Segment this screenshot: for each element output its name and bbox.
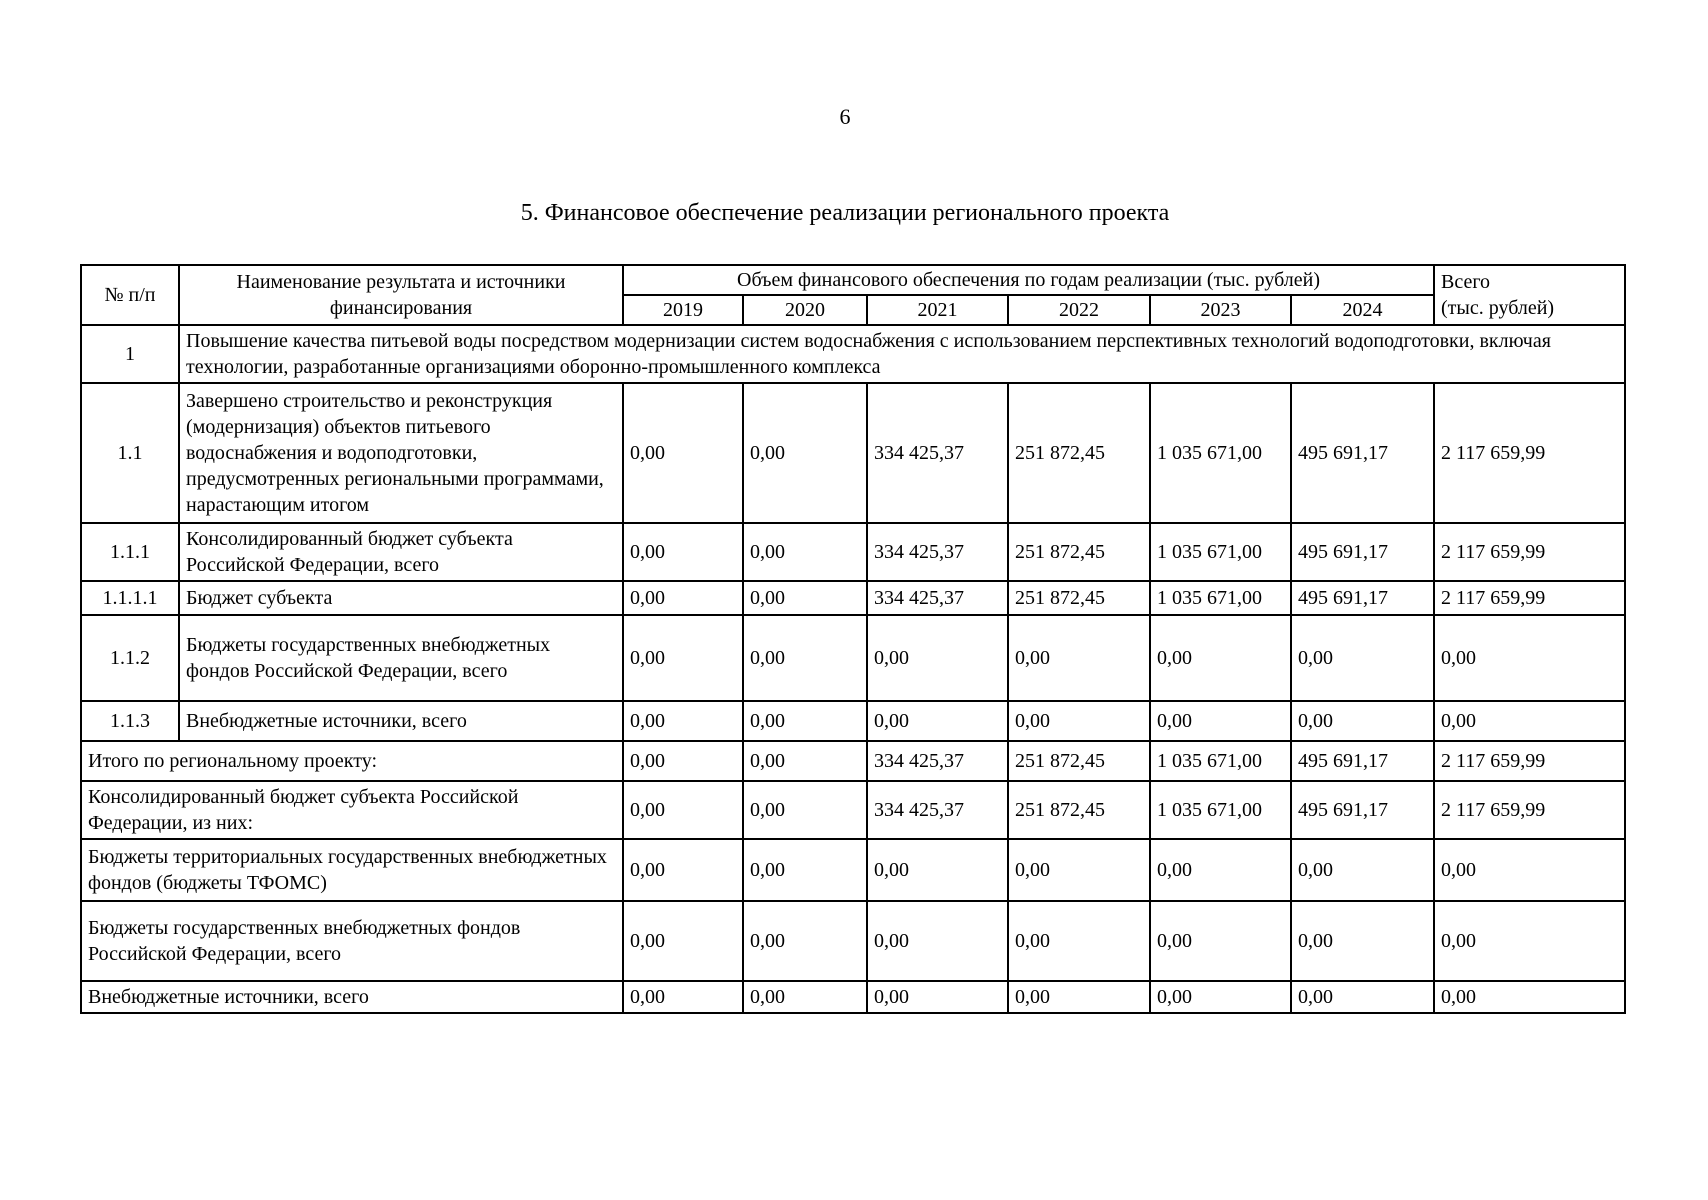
row-value: 334 425,37 [867, 581, 1008, 615]
header-year: 2019 [623, 295, 743, 325]
summary-name: Консолидированный бюджет субъекта Российской Федерации, из них: [81, 781, 623, 839]
row-value: 1 035 671,00 [1150, 523, 1291, 581]
summary-value: 495 691,17 [1291, 781, 1434, 839]
row-num: 1.1.2 [81, 615, 179, 701]
header-row-1 [81, 265, 1625, 295]
header-volume: Объем финансового обеспечения по годам реализации (тыс. рублей) [623, 265, 1434, 295]
row-value: 0,00 [1008, 701, 1150, 741]
summary-value: 0,00 [867, 839, 1008, 901]
row-num: 1.1.1 [81, 523, 179, 581]
summary-value: 0,00 [1434, 981, 1625, 1013]
summary-value: 0,00 [623, 741, 743, 781]
table-row [81, 615, 1625, 701]
summary-row [81, 839, 1625, 901]
summary-row [81, 981, 1625, 1013]
row-num: 1.1 [81, 383, 179, 523]
header-total [1434, 265, 1625, 325]
summary-value: 0,00 [867, 901, 1008, 981]
summary-value: 334 425,37 [867, 741, 1008, 781]
row-value: 0,00 [743, 581, 867, 615]
summary-value: 0,00 [623, 839, 743, 901]
row-value: 1 035 671,00 [1150, 383, 1291, 523]
summary-value: 0,00 [1434, 839, 1625, 901]
summary-value: 0,00 [1150, 901, 1291, 981]
row-value: 0,00 [1291, 615, 1434, 701]
summary-value: 0,00 [743, 901, 867, 981]
row-value: 0,00 [623, 523, 743, 581]
row-value: 0,00 [1008, 615, 1150, 701]
header-year: 2021 [867, 295, 1008, 325]
summary-row [81, 781, 1625, 839]
row-value: 0,00 [623, 615, 743, 701]
row-value: 2 117 659,99 [1434, 383, 1625, 523]
table-row [81, 523, 1625, 581]
row-name: Бюджеты государственных внебюджетных фондов Российской Федерации, всего [179, 615, 623, 701]
summary-value: 495 691,17 [1291, 741, 1434, 781]
summary-value: 2 117 659,99 [1434, 741, 1625, 781]
table-row [81, 383, 1625, 523]
summary-value: 251 872,45 [1008, 741, 1150, 781]
summary-value: 0,00 [1150, 839, 1291, 901]
summary-name: Бюджеты государственных внебюджетных фондов Российской Федерации, всего [81, 901, 623, 981]
summary-value: 0,00 [623, 781, 743, 839]
header-year: 2020 [743, 295, 867, 325]
summary-value: 334 425,37 [867, 781, 1008, 839]
row-value: 0,00 [1434, 615, 1625, 701]
row-num: 1.1.1.1 [81, 581, 179, 615]
row-value: 0,00 [1434, 701, 1625, 741]
summary-value: 0,00 [1291, 981, 1434, 1013]
header-year: 2022 [1008, 295, 1150, 325]
summary-value: 0,00 [1008, 839, 1150, 901]
summary-name: Итого по региональному проекту: [81, 741, 623, 781]
row-value: 0,00 [1291, 701, 1434, 741]
row-value: 1 035 671,00 [1150, 581, 1291, 615]
row-value: 495 691,17 [1291, 523, 1434, 581]
row-value: 251 872,45 [1008, 383, 1150, 523]
row-value: 251 872,45 [1008, 581, 1150, 615]
row-value: 251 872,45 [1008, 523, 1150, 581]
summary-value: 0,00 [743, 981, 867, 1013]
section-num: 1 [81, 325, 179, 383]
row-value: 2 117 659,99 [1434, 523, 1625, 581]
table-row [81, 581, 1625, 615]
table-row [81, 701, 1625, 741]
section-row [81, 325, 1625, 383]
summary-value: 0,00 [1291, 901, 1434, 981]
page-title: 5. Финансовое обеспечение реализации регионального проекта [520, 200, 1170, 226]
row-value: 495 691,17 [1291, 581, 1434, 615]
row-value: 0,00 [743, 383, 867, 523]
summary-name: Внебюджетные источники, всего [81, 981, 623, 1013]
summary-value: 0,00 [1150, 981, 1291, 1013]
summary-value: 0,00 [1434, 901, 1625, 981]
row-value: 0,00 [743, 701, 867, 741]
header-year: 2023 [1150, 295, 1291, 325]
row-value: 334 425,37 [867, 383, 1008, 523]
summary-value: 0,00 [743, 741, 867, 781]
summary-value: 0,00 [623, 981, 743, 1013]
summary-value: 0,00 [623, 901, 743, 981]
row-name: Бюджет субъекта [179, 581, 623, 615]
row-value: 0,00 [623, 701, 743, 741]
row-name: Консолидированный бюджет субъекта Российской Федерации, всего [179, 523, 623, 581]
summary-value: 0,00 [1008, 901, 1150, 981]
summary-value: 1 035 671,00 [1150, 741, 1291, 781]
row-value: 495 691,17 [1291, 383, 1434, 523]
row-value: 0,00 [743, 615, 867, 701]
row-name: Завершено строительство и реконструкция (модернизация) объектов питьевого водоснабжения и водоподготовки, предусмотренных региональными программами, нарастающим итогом [179, 383, 623, 523]
row-value: 0,00 [1150, 615, 1291, 701]
summary-value: 0,00 [743, 781, 867, 839]
header-total-line1: Всего [1441, 271, 1491, 293]
row-num: 1.1.3 [81, 701, 179, 741]
row-value: 0,00 [867, 615, 1008, 701]
row-value: 0,00 [867, 701, 1008, 741]
header-year: 2024 [1291, 295, 1434, 325]
summary-row [81, 901, 1625, 981]
page-number: 6 [839, 104, 851, 129]
summary-name: Бюджеты территориальных государственных внебюджетных фондов (бюджеты ТФОМС) [81, 839, 623, 901]
financing-table [80, 264, 1626, 1014]
header-num: № п/п [81, 265, 179, 325]
row-value: 0,00 [623, 383, 743, 523]
summary-value: 251 872,45 [1008, 781, 1150, 839]
row-name: Внебюджетные источники, всего [179, 701, 623, 741]
row-value: 0,00 [743, 523, 867, 581]
table-body [81, 265, 1625, 1013]
row-value: 0,00 [1150, 701, 1291, 741]
section-text: Повышение качества питьевой воды посредством модернизации систем водоснабжения с использованием перспективных технологий водоподготовки, включая технологии, разработанные организациями оборонно-промышленного комплекса [179, 325, 1625, 383]
summary-value: 0,00 [1008, 981, 1150, 1013]
summary-value: 2 117 659,99 [1434, 781, 1625, 839]
summary-value: 0,00 [1291, 839, 1434, 901]
header-total-line2: (тыс. рублей) [1441, 297, 1555, 319]
header-name: Наименование результата и источники финансирования [179, 265, 623, 325]
summary-row [81, 741, 1625, 781]
row-value: 334 425,37 [867, 523, 1008, 581]
row-value: 2 117 659,99 [1434, 581, 1625, 615]
summary-value: 0,00 [867, 981, 1008, 1013]
summary-value: 0,00 [743, 839, 867, 901]
summary-value: 1 035 671,00 [1150, 781, 1291, 839]
row-value: 0,00 [623, 581, 743, 615]
